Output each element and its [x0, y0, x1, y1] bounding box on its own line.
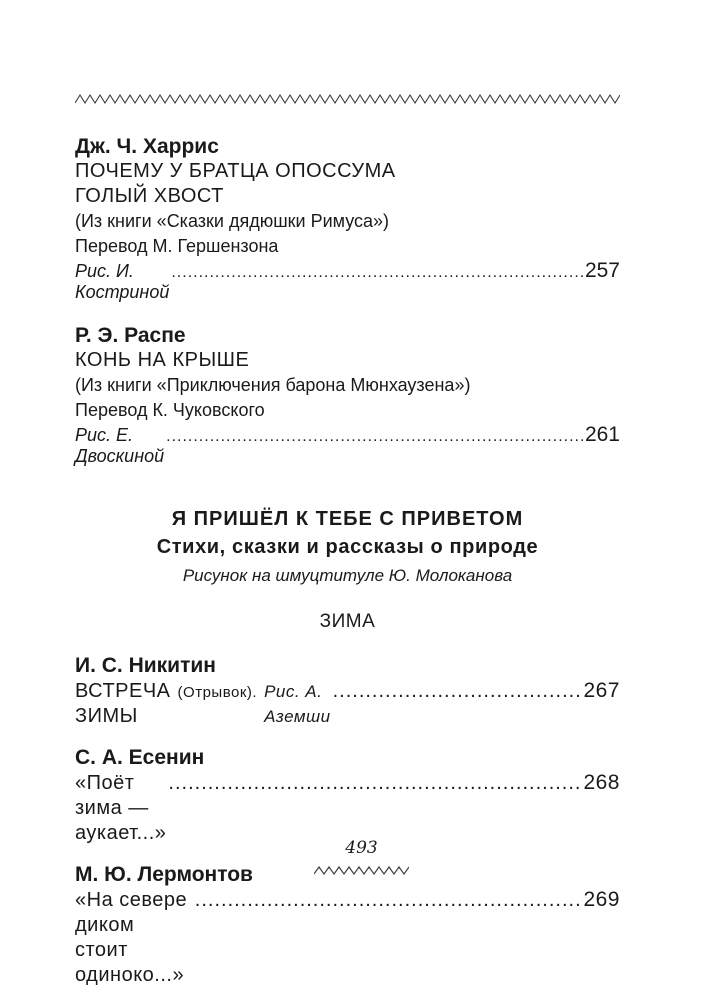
entry-title-line: ПОЧЕМУ У БРАТЦА ОПОССУМА [75, 160, 396, 182]
entry-title: ВСТРЕЧА ЗИМЫ [75, 680, 171, 727]
entry-page-row [75, 678, 620, 729]
entry-page-row [75, 259, 620, 303]
entry-page-number: 261 [584, 423, 620, 446]
entry-illustrator: Рис. Е. Двоскиной [75, 425, 165, 466]
entry-page-row [75, 770, 620, 846]
section-illustrator: Рисунок на шмуцтитуле Ю. Молоканова [182, 566, 513, 585]
entry-page-row [75, 887, 620, 988]
season-heading: ЗИМА [319, 611, 376, 632]
entry-translation: Перевод К. Чуковского [75, 400, 265, 420]
entry-author: С. А. Есенин [75, 746, 205, 769]
page-number: 493 [345, 838, 378, 858]
section-subtitle: Стихи, сказки и рассказы о природе [156, 536, 539, 558]
entry-page-number: 257 [584, 259, 620, 282]
bottom-decorative-rule [314, 866, 409, 875]
entry-author: Р. Э. Распе [75, 324, 186, 347]
toc-entry-nikitin [75, 653, 620, 729]
entry-title-line: ГОЛЫЙ ХВОСТ [75, 185, 224, 207]
dot-leader [168, 771, 581, 796]
entry-illustrator: Рис. И. Костриной [75, 261, 170, 302]
dot-leader [171, 264, 583, 282]
dot-leader [333, 679, 582, 704]
dot-leader [166, 428, 583, 446]
entry-title-line: КОНЬ НА КРЫШЕ [75, 349, 250, 371]
top-decorative-rule [75, 93, 620, 105]
entry-page-number: 269 [583, 888, 620, 911]
entry-translation: Перевод М. Гершензона [75, 236, 279, 256]
entry-author: Дж. Ч. Харрис [75, 135, 219, 158]
toc-entry-raspe [75, 323, 620, 467]
entry-page-number: 268 [583, 771, 620, 794]
entry-page-number: 267 [583, 679, 620, 702]
toc-entry-harris [75, 134, 620, 303]
toc-entry-lermontov [75, 862, 620, 988]
entry-source: (Из книги «Приключения барона Мюнхаузена») [75, 375, 471, 395]
entry-note: (Отрывок). [177, 684, 258, 701]
dot-leader [195, 888, 582, 913]
entry-title: «На севере диком стоит одиноко...» [75, 889, 188, 986]
entry-page-row [75, 423, 620, 467]
entry-source: (Из книги «Сказки дядюшки Римуса») [75, 211, 390, 231]
entry-title: «Поёт зима — аукает...» [75, 772, 167, 844]
entry-author: И. С. Никитин [75, 654, 216, 677]
section-title: Я ПРИШЁЛ К ТЕБЕ С ПРИВЕТОМ [171, 508, 524, 530]
toc-entry-esenin [75, 745, 620, 846]
entry-illustrator: Рис. А. Аземши [264, 682, 331, 726]
entry-author: М. Ю. Лермонтов [75, 863, 253, 886]
